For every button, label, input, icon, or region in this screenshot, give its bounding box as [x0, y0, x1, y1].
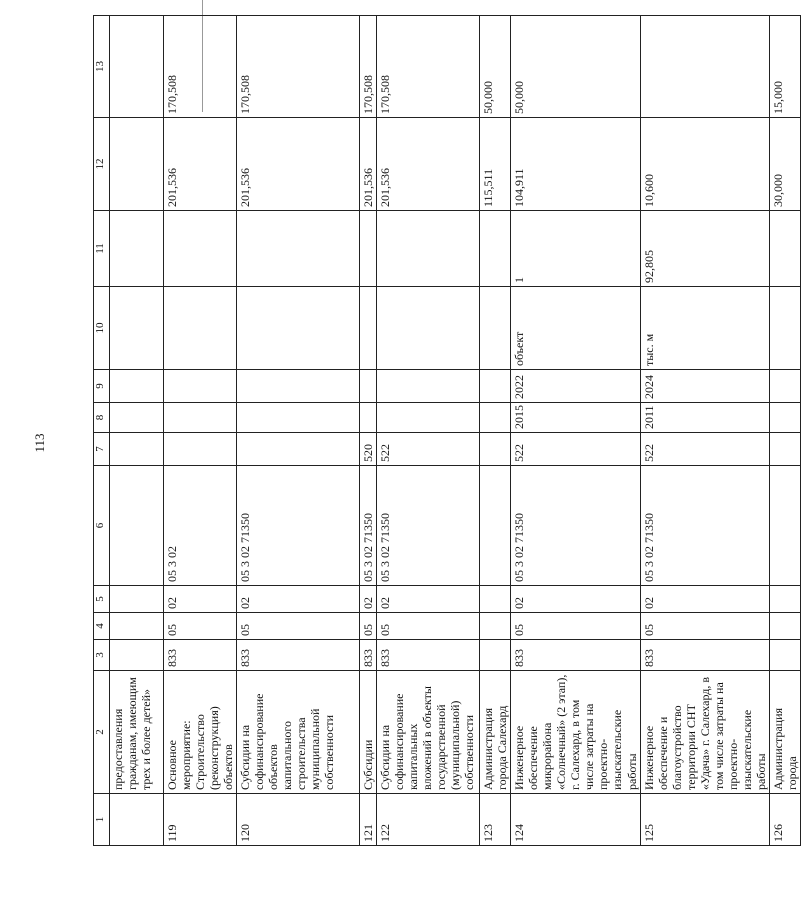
cell-c5: 02: [360, 586, 377, 613]
header-cell: 12: [94, 118, 110, 211]
cell-c9: [164, 370, 237, 403]
cell-c5: [480, 586, 511, 613]
cell-n: 123: [480, 794, 511, 846]
cell-c13: [110, 16, 164, 118]
cell-c10: [769, 287, 800, 370]
cell-c9: [110, 370, 164, 403]
cell-c7: 522: [511, 433, 640, 466]
cell-c4: [480, 613, 511, 640]
cell-c8: 2015: [511, 403, 640, 433]
cell-c3: 833: [511, 640, 640, 671]
header-cell: 1: [94, 794, 110, 846]
cell-c8: [237, 403, 360, 433]
table-row: [110, 16, 164, 846]
cell-c11: 1: [511, 211, 640, 287]
cell-c4: 05: [640, 613, 769, 640]
cell-c9: [480, 370, 511, 403]
cell-c13: 50,000: [480, 16, 511, 118]
cell-n: [110, 794, 164, 846]
cell-c5: 02: [640, 586, 769, 613]
cell-c12: 10,600: [640, 118, 769, 211]
cell-c12: 201,536: [237, 118, 360, 211]
cell-c6: 05 3 02 71350: [237, 466, 360, 586]
cell-c12: 201,536: [377, 118, 480, 211]
cell-c6: 05 3 02 71350: [640, 466, 769, 586]
cell-c8: [164, 403, 237, 433]
header-cell: 8: [94, 403, 110, 433]
cell-c8: [110, 403, 164, 433]
header-cell: 6: [94, 466, 110, 586]
cell-c11: [480, 211, 511, 287]
cell-c7: 520: [360, 433, 377, 466]
cell-c3: 833: [377, 640, 480, 671]
cell-name: Субсидии на софинансирование объектов капитального строительства муниципальной собственности: [237, 671, 360, 794]
cell-c12: [110, 118, 164, 211]
header-cell: 2: [94, 671, 110, 794]
table-row: [769, 16, 800, 846]
cell-c11: [769, 211, 800, 287]
cell-name: Основное мероприятие: Строительство (реконструкция) объектов: [164, 671, 237, 794]
rotated-page-content: [93, 16, 799, 846]
cell-c5: 02: [511, 586, 640, 613]
cell-n: 122: [377, 794, 480, 846]
header-cell: 7: [94, 433, 110, 466]
cell-c9: [769, 370, 800, 403]
page-number: 113: [32, 433, 47, 453]
cell-c5: [769, 586, 800, 613]
table-row: [480, 16, 511, 846]
cell-c10: [377, 287, 480, 370]
cell-c3: [110, 640, 164, 671]
cell-c7: 522: [640, 433, 769, 466]
cell-c11: [164, 211, 237, 287]
cell-name: Администрация города Салехард: [480, 671, 511, 794]
cell-c12: 30,000: [769, 118, 800, 211]
cell-n: 121: [360, 794, 377, 846]
cell-c10: [360, 287, 377, 370]
cell-c7: [237, 433, 360, 466]
cell-c3: 833: [360, 640, 377, 671]
cell-c6: 05 3 02 71350: [511, 466, 640, 586]
table-row: [360, 16, 377, 846]
cell-name: Инженерное обеспечение и благоустройство территории СНТ «Удача» г. Салехард, в том числе затраты на проектно-изыскательские работы: [640, 671, 769, 794]
table-row: [164, 16, 237, 846]
cell-n: 124: [511, 794, 640, 846]
cell-c4: 05: [360, 613, 377, 640]
budget-table: [93, 15, 801, 846]
cell-n: 120: [237, 794, 360, 846]
cell-c6: [110, 466, 164, 586]
header-cell: 13: [94, 16, 110, 118]
cell-c11: [110, 211, 164, 287]
cell-c11: [237, 211, 360, 287]
cell-c6: [480, 466, 511, 586]
cell-c4: 05: [164, 613, 237, 640]
cell-c7: [110, 433, 164, 466]
cell-name: Субсидии на софинансирование капитальных вложений в объекты государственной (муниципальной) собственности: [377, 671, 480, 794]
cell-name: Администрация города: [769, 671, 800, 794]
cell-c6: [769, 466, 800, 586]
cell-c9: [360, 370, 377, 403]
cell-c3: 833: [237, 640, 360, 671]
cell-n: 125: [640, 794, 769, 846]
cell-c8: [480, 403, 511, 433]
cell-c5: 02: [237, 586, 360, 613]
header-cell: 4: [94, 613, 110, 640]
cell-c13: 170,508: [360, 16, 377, 118]
cell-c12: 201,536: [164, 118, 237, 211]
cell-c6: 05 3 02 71350: [360, 466, 377, 586]
cell-name: Инженерное обеспечение микрорайона «Солнечный» (2 этап), г. Салехард, в том числе затраты на проектно-изыскательские работы: [511, 671, 640, 794]
cell-c13: 15,000: [769, 16, 800, 118]
cell-c13: [640, 16, 769, 118]
cell-c12: 201,536: [360, 118, 377, 211]
cell-c10: [164, 287, 237, 370]
cell-c11: [360, 211, 377, 287]
cell-c10: тыс. м: [640, 287, 769, 370]
cell-c6: 05 3 02: [164, 466, 237, 586]
header-row: [94, 16, 110, 846]
cell-c4: 05: [377, 613, 480, 640]
header-cell: 10: [94, 287, 110, 370]
cell-c13: 170,508: [164, 16, 237, 118]
header-cell: 5: [94, 586, 110, 613]
cell-c10: [480, 287, 511, 370]
table-row: [511, 16, 640, 846]
cell-c13: 170,508: [237, 16, 360, 118]
cell-c4: 05: [511, 613, 640, 640]
cell-c6: 05 3 02 71350: [377, 466, 480, 586]
table-row: [377, 16, 480, 846]
header-cell: 9: [94, 370, 110, 403]
header-cell: 11: [94, 211, 110, 287]
cell-c3: 833: [164, 640, 237, 671]
cell-c5: 02: [164, 586, 237, 613]
cell-c10: объект: [511, 287, 640, 370]
cell-c9: 2024: [640, 370, 769, 403]
cell-c9: 2022: [511, 370, 640, 403]
cell-c4: 05: [237, 613, 360, 640]
cell-c12: 104,911: [511, 118, 640, 211]
cell-c11: [377, 211, 480, 287]
cell-c7: [480, 433, 511, 466]
cell-c7: 522: [377, 433, 480, 466]
cell-c10: [237, 287, 360, 370]
cell-c9: [377, 370, 480, 403]
cell-name: предоставления гражданам, имеющим трех и более детей»: [110, 671, 164, 794]
cell-c8: [769, 403, 800, 433]
cell-n: 126: [769, 794, 800, 846]
cell-c8: 2011: [640, 403, 769, 433]
cell-c13: 170,508: [377, 16, 480, 118]
cell-c12: 115,511: [480, 118, 511, 211]
cell-c4: [769, 613, 800, 640]
cell-c10: [110, 287, 164, 370]
cell-c3: [480, 640, 511, 671]
cell-c5: [110, 586, 164, 613]
cell-n: 119: [164, 794, 237, 846]
cell-c9: [237, 370, 360, 403]
cell-c3: 833: [640, 640, 769, 671]
cell-name: Субсидии: [360, 671, 377, 794]
cell-c3: [769, 640, 800, 671]
cell-c7: [164, 433, 237, 466]
table-row: [640, 16, 769, 846]
cell-c7: [769, 433, 800, 466]
cell-c8: [377, 403, 480, 433]
cell-c5: 02: [377, 586, 480, 613]
cell-c8: [360, 403, 377, 433]
cell-c11: 92,805: [640, 211, 769, 287]
cell-c13: 50,000: [511, 16, 640, 118]
table-row: [237, 16, 360, 846]
cell-c4: [110, 613, 164, 640]
header-cell: 3: [94, 640, 110, 671]
